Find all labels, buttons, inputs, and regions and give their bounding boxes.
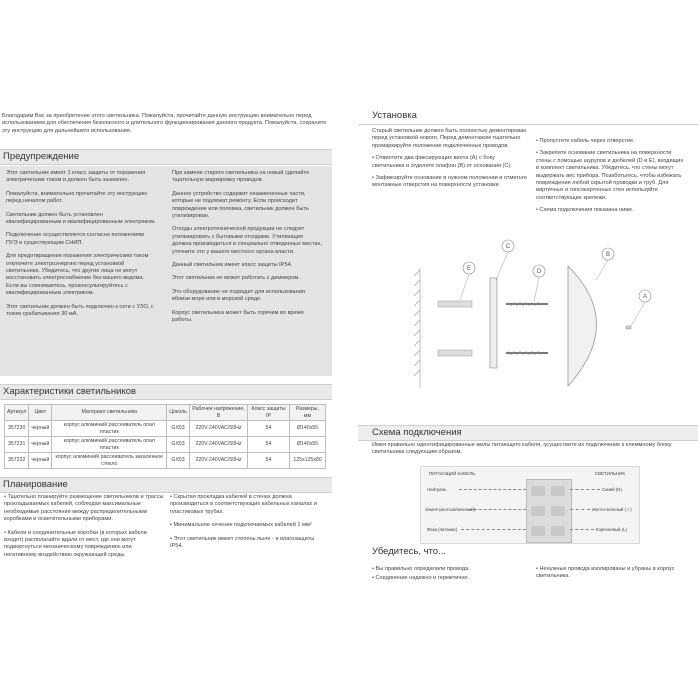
install-left-item (372, 155, 527, 170)
wall-hatch (414, 268, 420, 388)
bullet-icon: • (372, 155, 376, 162)
table-cell: 220V-240VAC/50Hz (189, 421, 247, 437)
check-left-text: Соединение надежно и герметично. (375, 575, 470, 582)
wire-left-1 (459, 489, 526, 490)
warning-left-item: Этот светильник должен быть подключен к сети с УЗО, с током срабатывания 30 мА. (6, 303, 154, 318)
table-row (5, 421, 326, 437)
table-cell: корпус алюминий/ рассеиватель закаленное стекло (52, 453, 167, 469)
bullet-icon: • (372, 566, 376, 572)
terminal-block (526, 479, 572, 543)
install-intro: Старый светильник должен быть полностью демонтирован перед установкой нового. Перед демонтажом тщательно промаркируйте положение подключенных проводов. (372, 128, 527, 149)
terminal-screw (551, 506, 565, 516)
wire-label-left: Земля (желтый/зеленый) (425, 507, 476, 512)
wire-label-left: Фаза (питание) (427, 527, 458, 532)
table-header-row (5, 405, 326, 421)
check-left-item (372, 575, 527, 582)
table-cell: Ø140х55 (289, 437, 325, 453)
wire-left-3 (461, 529, 526, 530)
planning-right-text: Минимальное сечение подключаемых кабелей 1 мм² (173, 522, 312, 529)
terminal-screw (531, 486, 545, 496)
planning-right-column (170, 494, 326, 550)
base-plate (490, 278, 497, 368)
screw-bottom (506, 351, 548, 355)
table-cell: 125х125х80 (289, 453, 325, 469)
dowel-bottom (438, 350, 472, 356)
table-header-cell: Материал светильника (52, 405, 167, 421)
installation-diagram (410, 238, 670, 408)
warning-right-item: Этот светильник не может работать с диммером. (172, 275, 300, 282)
bullet-icon: • (170, 522, 174, 529)
table-cell: корпус алюминий/ рассеиватель опал пластик (52, 437, 167, 453)
wire-label-right: Желто-зеленый (⏚) (592, 507, 632, 512)
planning-right-text: Этот светильник имеет степень пыле - и влагозащиты IP54. (170, 535, 315, 550)
install-right-item (536, 138, 686, 145)
check-right-text: Ненужные провода изолированы и убраны в корпус светильника. (536, 566, 675, 580)
table-row (5, 437, 326, 453)
wiring-col-left: ПИТАЮЩИЙ КАБЕЛЬ (429, 471, 476, 476)
wiring-diagram (420, 466, 640, 544)
planning-right-text: Скрытая прокладка кабелей в стенах должна производиться в соответствующих кабельных каналах и пластиковых трубах. (170, 494, 317, 515)
warning-right-item: Это оборудование не подходит для использования вблизи моря или в морской среде. (172, 288, 305, 303)
bullet-icon: • (372, 575, 376, 582)
label-a: A (642, 294, 648, 301)
warning-left-item: Этот светильник имеет 1 класс защиты от поражения электрическим током и должен быть заземлен. (6, 170, 146, 184)
terminal-screw (551, 526, 565, 536)
install-title: Установка (372, 110, 417, 121)
install-right-text: Схема подключения показана ниже. (539, 207, 634, 214)
scheme-text: Имея правильно идентифицированные жилы питающего кабеля, осуществите их подключение к клеммному блоку светильника следующим образом. (372, 442, 672, 456)
warning-left-item: Подключение осуществляется согласно положениям ПУЭ и существующим СНИП. (6, 232, 144, 246)
planning-header-bar (0, 477, 332, 493)
table-cell: корпус алюминий/ рассеиватель опал пластик (52, 421, 167, 437)
table-cell: 220V-240VAC/50Hz (189, 453, 247, 469)
check-left-text: Вы правильно определили провода. (375, 566, 470, 572)
bullet-icon: • (536, 150, 540, 157)
table-cell: 220V-240VAC/50Hz (189, 437, 247, 453)
bullet-icon: • (536, 207, 540, 214)
wire-left-2 (469, 509, 526, 510)
wire-label-right: Синий (N) (602, 487, 622, 492)
wire-right-2 (570, 509, 590, 510)
table-cell: черный (29, 421, 52, 437)
table-header-cell: Цвет (29, 405, 52, 421)
table-header-cell: Цоколь (167, 405, 190, 421)
table-cell: черный (29, 453, 52, 469)
planning-left-text: Кабели и соединительные коробки (в которых кабели входят) располагайте вдали от мест, где они могут подвергнуться механическому повреждению или негативному воздействию окружающей среды. (4, 529, 147, 558)
check-right-column (536, 566, 686, 581)
planning-left-item (4, 530, 164, 560)
bullet-icon: • (372, 175, 376, 182)
check-title: Убедитесь, что... (372, 546, 446, 557)
warning-title: Предупреждение (3, 151, 80, 162)
install-left-text: Отвинтите два фиксирующих винта (A) с боку светильника и отделите плафон (B) от основания (C). (372, 155, 512, 169)
bullet-icon: • (170, 494, 174, 500)
wire-right-1 (570, 489, 600, 490)
table-cell: Ø140х55 (289, 421, 325, 437)
bullet-icon: • (4, 529, 8, 536)
install-left-text: Зафиксируйте основание в нужном положении и отметьте монтажные отверстия на поверхности установки (372, 175, 527, 189)
install-left-item (372, 175, 527, 190)
install-header-bar (358, 110, 698, 125)
bullet-icon: • (4, 494, 8, 500)
table-cell: 357230 (5, 421, 29, 437)
wire-label-left: Нейтраль (427, 487, 447, 492)
warning-right-item: Корпус светильника может быть горячим во время работы. (172, 309, 304, 324)
specs-table (4, 404, 326, 469)
check-right-item (536, 566, 686, 581)
warning-right-item: Данный светильник имеет класс защиты IP54. (172, 262, 293, 269)
label-c: C (505, 244, 511, 251)
scheme-title: Схема подключения (372, 427, 462, 438)
install-right-item (536, 150, 686, 202)
planning-right-item (170, 536, 326, 551)
table-header-cell: Артикул (5, 405, 29, 421)
table-cell: 54 (248, 437, 290, 453)
warning-header-bar (0, 149, 332, 165)
bullet-icon: • (170, 535, 174, 542)
table-cell: 54 (248, 453, 290, 469)
planning-right-item (170, 494, 326, 516)
warning-left-item: Пожалуйста, внимательно прочитайте эту инструкцию перед началом работ. (6, 190, 148, 205)
specs-header-bar (0, 384, 332, 400)
table-cell: черный (29, 437, 52, 453)
bullet-icon: • (536, 566, 540, 572)
warning-left-item: Для предотвращения поражения электрическим током отключите электроэнергию перед установкой светильника. Убедитесь, что другие лица не могут восстановить электроснабжение без вашего ведома. Если вы сомневаетесь, проконсультируйтесь с квалифицированным электриком. (6, 253, 149, 297)
table-row (5, 453, 326, 469)
scheme-header-bar (358, 425, 698, 441)
warning-left-column (6, 170, 156, 319)
label-e: E (466, 266, 472, 273)
install-right-column (536, 138, 686, 215)
table-cell: GX53 (167, 437, 190, 453)
table-header-cell: Рабочее напряжение, В (189, 405, 247, 421)
specs-title: Характеристики светильников (3, 386, 137, 397)
warning-right-item: При замене старого светильника на новый сделайте тщательную маркировку проводов. (172, 170, 310, 184)
warning-right-item: Данное устройство содержит незамененные части, которые не подлежат ремонту. Если происходит повреждение или поломка, светильник должен быть утилизирован. (172, 190, 309, 220)
table-cell: GX53 (167, 421, 190, 437)
install-right-text: Закрепите основание светильника на поверхности стены с помощью шурупов и дюбелей (D и E), входящих в комплект светильника. Убедитесь, что стены могут выдержать вес прибора. Позаботьтесь, чтобы избежать повреждения любой скрытой проводки и труб. Для виртичных и гипсокартонных стен используйте соответствующие крепежи. (536, 150, 684, 201)
bullet-icon: • (536, 138, 540, 144)
check-header-bar (358, 545, 698, 559)
screw-top (506, 302, 548, 306)
warning-right-item: Отходы электротехнической продукции не следует утилизировать с бытовыми отходами. Утилизация должна производиться в специально отведенных местах, уточните это у вашего местного органа власти. (172, 226, 323, 255)
planning-left-item (4, 494, 164, 524)
install-right-text: Пропустите кабель через отверстие. (539, 138, 635, 144)
intro-text: Благодарим Вас за приобретение этого светильника. Пожалуйста, прочитайте данную инструкцию внимательно перед использованием для обеспечения безопасного и длительного функционирования данного продукта. Пожалуйста, сохраните эту инструкцию для дальнейшего использования. (2, 113, 327, 134)
check-left-column (372, 566, 527, 583)
lamp-dome (568, 266, 597, 386)
wire-right-3 (570, 529, 594, 530)
install-right-item (536, 207, 686, 214)
wire-label-right: Коричневый (L) (596, 527, 627, 532)
check-left-item (372, 566, 527, 573)
planning-title: Планирование (3, 479, 68, 490)
warning-right-column (172, 170, 322, 325)
table-header-cell: Класс защиты IP (248, 405, 290, 421)
wiring-col-right: СВЕТИЛЬНИК (594, 471, 625, 476)
table-cell: 54 (248, 421, 290, 437)
terminal-screw (531, 506, 545, 516)
label-b: B (605, 252, 611, 259)
planning-left-column (4, 494, 164, 559)
table-header-cell: Размеры, мм (289, 405, 325, 421)
table-cell: 357232 (5, 453, 29, 469)
planning-left-text: Тщательно планируйте размещение светильников и трассы прокладываемых кабелей, соблюдая максимальные необходимые расстояния между распределительными коробками и осветительными приборами. (4, 494, 164, 523)
label-d: D (536, 269, 542, 276)
terminal-screw (531, 526, 545, 536)
fixing-screw (626, 326, 631, 329)
warning-left-item: Светильник должен быть установлен квалифицированным и квалифицированным электриком. (6, 211, 156, 226)
dowel-top (438, 301, 472, 307)
terminal-screw (551, 486, 565, 496)
install-left-column (372, 128, 527, 190)
table-cell: 357231 (5, 437, 29, 453)
planning-right-item (170, 522, 326, 529)
table-cell: GX53 (167, 453, 190, 469)
